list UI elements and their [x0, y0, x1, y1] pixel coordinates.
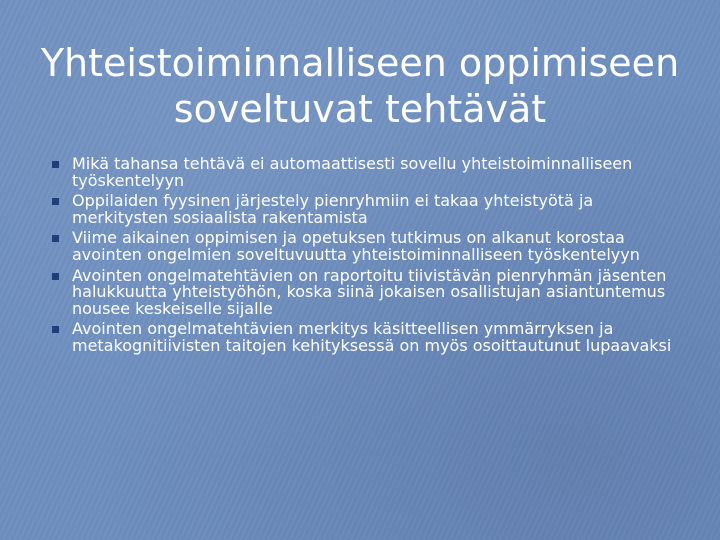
bullet-item [52, 321, 692, 354]
square-bullet-icon [52, 198, 59, 205]
bullet-text: Oppilaiden fyysinen järjestely pienryhmiin ei takaa yhteistyötä ja merkitysten sosiaalista rakentamista [72, 191, 594, 227]
bullet-text: Avointen ongelmatehtävien merkitys käsitteellisen ymmärryksen ja metakognitiivisten taitojen kehityksessä on myös osoittautunut lupaavaksi [72, 319, 672, 355]
slide-title-line-2: soveltuvat tehtävät [173, 87, 547, 131]
slide-title [40, 40, 680, 132]
bullet-item [52, 193, 692, 226]
slide-title-line-1: Yhteistoiminnalliseen oppimiseen [40, 41, 680, 85]
square-bullet-icon [52, 273, 59, 280]
bullet-text: Avointen ongelmatehtävien on raportoitu tiivistävän pienryhmän jäsenten halukkuutta yhteistyöhön, koska siinä jokaisen osallistujan asiantuntemus nousee keskeiselle sijalle [72, 265, 667, 318]
bullet-item [52, 156, 692, 189]
bullet-text: Mikä tahansa tehtävä ei automaattisesti sovellu yhteistoiminnalliseen työskentelyyn [72, 154, 633, 190]
bullet-item [52, 230, 692, 263]
square-bullet-icon [52, 326, 59, 333]
bullet-text: Viime aikainen oppimisen ja opetuksen tutkimus on alkanut korostaa avointen ongelmien soveltuvuutta yhteistoiminnalliseen työskentelyyn [72, 228, 640, 264]
square-bullet-icon [52, 235, 59, 242]
bullet-list [52, 156, 692, 359]
square-bullet-icon [52, 161, 59, 168]
bullet-item [52, 265, 692, 318]
